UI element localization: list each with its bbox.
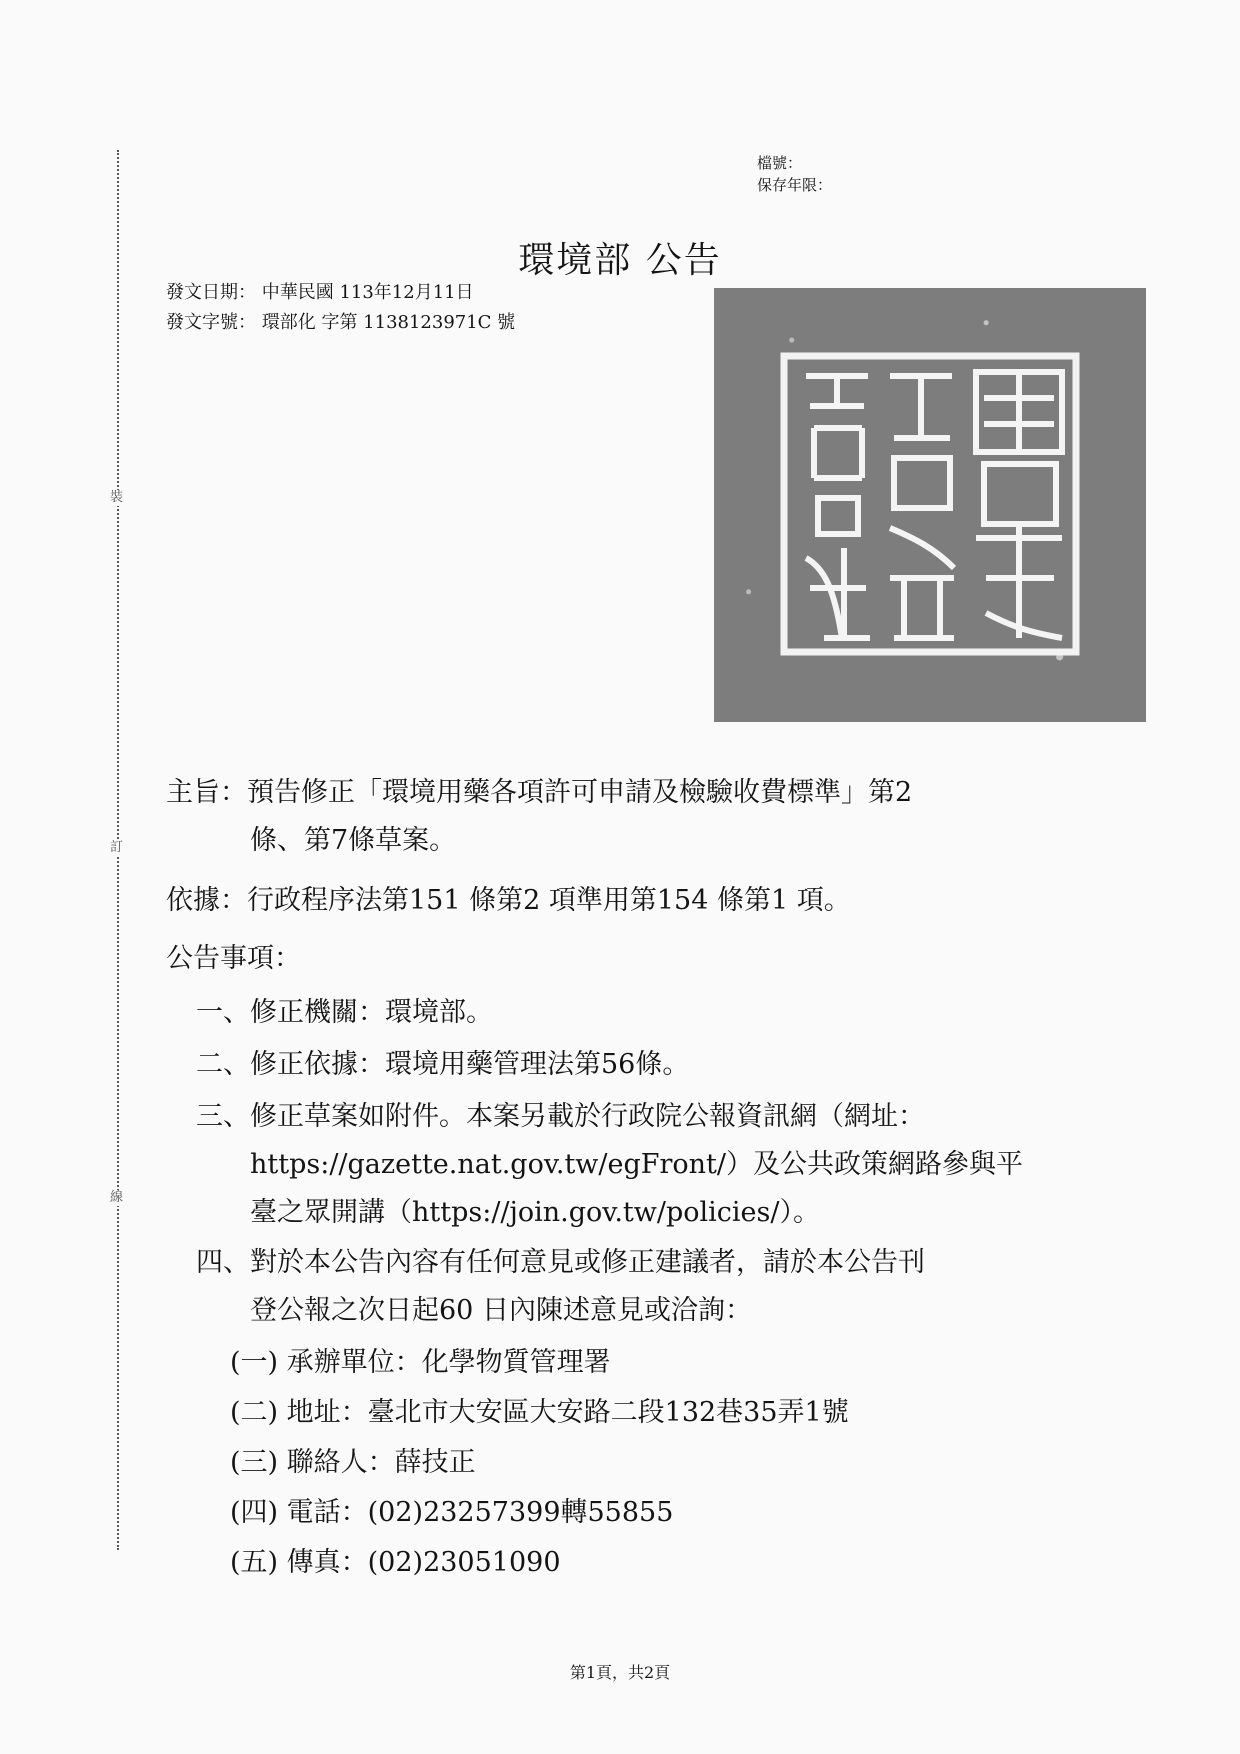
notice-heading: 公告事項： — [166, 943, 301, 974]
item-three-line-1: 三、修正草案如附件。本案另載於行政院公報資訊網（網址： — [196, 1101, 925, 1132]
file-meta — [757, 152, 832, 196]
subject-line-2: 條、第7條草案。 — [250, 825, 457, 856]
item-two: 二、修正依據：環境用藥管理法第56條。 — [196, 1049, 690, 1080]
issue-reference: 發文字號： 環部化 字第 1138123971C 號 — [166, 312, 516, 333]
issue-date: 發文日期： 中華民國 113年12月11日 — [166, 282, 474, 303]
item-four-line-2: 登公報之次日起60 日內陳述意見或洽詢： — [250, 1295, 752, 1326]
binding-mark-zhuang: 裝 — [110, 490, 124, 505]
contact-unit: (一) 承辦單位：化學物質管理署 — [230, 1347, 611, 1378]
binding-mark-ding: 訂 — [110, 840, 124, 855]
archive-number-label: 檔號： — [757, 154, 803, 172]
contact-address: (二) 地址：臺北市大安區大安路二段132巷35弄1號 — [230, 1397, 849, 1428]
seal-stamp-icon — [714, 288, 1146, 722]
binding-mark-xian: 線 — [110, 1190, 124, 1205]
contact-phone: (四) 電話：(02)23257399轉55855 — [230, 1497, 674, 1528]
subject-line-1: 主旨：預告修正「環境用藥各項許可申請及檢驗收費標準」第2 — [166, 777, 913, 808]
basis-line: 依據：行政程序法第151 條第2 項準用第154 條第1 項。 — [166, 885, 851, 916]
item-one: 一、修正機關：環境部。 — [196, 997, 493, 1028]
retention-period-label: 保存年限： — [757, 176, 833, 194]
item-four-line-1: 四、對於本公告內容有任何意見或修正建議者，請於本公告刊 — [196, 1247, 925, 1278]
issue-meta — [166, 278, 515, 338]
item-three-line-3: 臺之眾開講（https://join.gov.tw/policies/）。 — [250, 1197, 820, 1228]
contact-fax: (五) 傳真：(02)23051090 — [230, 1547, 561, 1578]
official-seal — [714, 288, 1146, 722]
page-title: 環境部 公告 — [518, 240, 722, 281]
page-number: 第1頁，共2頁 — [569, 1663, 671, 1682]
item-three-line-2: https://gazette.nat.gov.tw/egFront/）及公共政策網路參與平 — [250, 1149, 1024, 1180]
contact-person: (三) 聯絡人：薛技正 — [230, 1447, 476, 1478]
